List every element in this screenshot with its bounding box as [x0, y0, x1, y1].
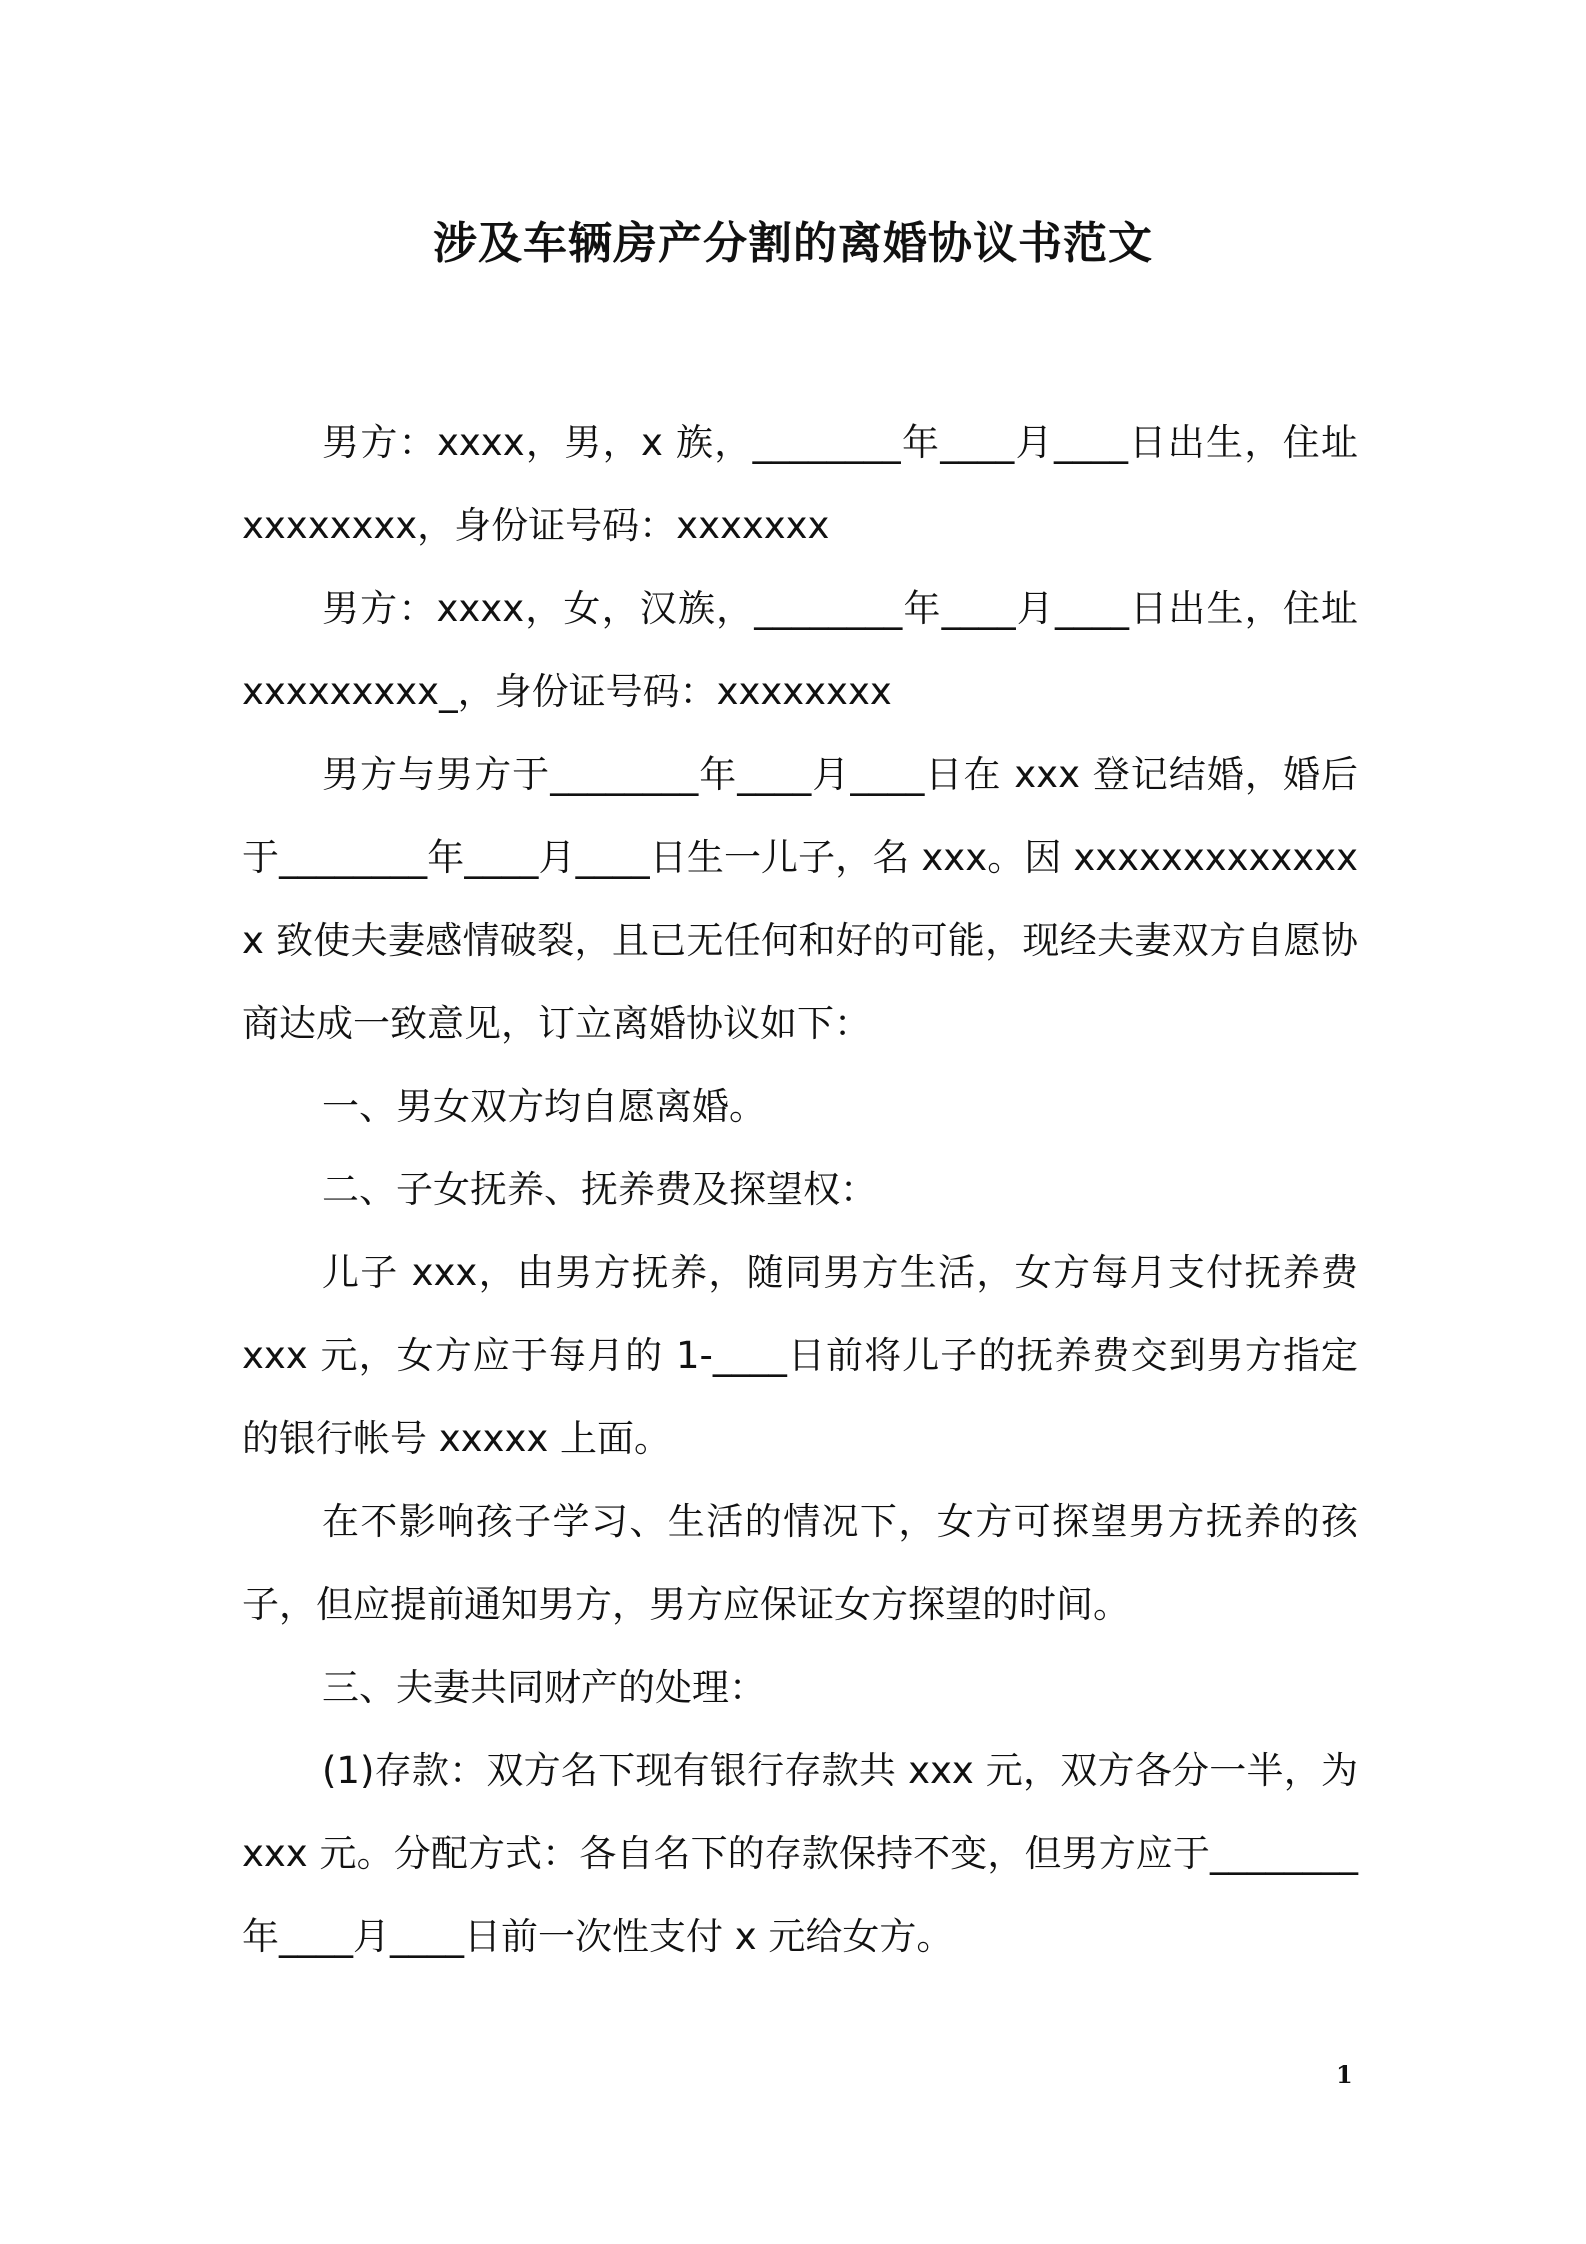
- document-body: [242, 401, 1358, 1978]
- paragraph-child-support: 儿子 xxx，由男方抚养，随同男方生活，女方每月支付抚养费 xxx 元，女方应于每月的 1-____日前将儿子的抚养费交到男方指定的银行帐号 xxxxx 上面。: [242, 1251, 1358, 1460]
- paragraph-visitation: 在不影响孩子学习、生活的情况下，女方可探望男方抚养的孩子，但应提前通知男方，男方应保证女方探望的时间。: [242, 1500, 1358, 1626]
- paragraph-marriage-background: 男方与男方于________年____月____日在 xxx 登记结婚，婚后于________年____月____日生一儿子，名 xxx。因 xxxxxxxxxxxxxx 致使夫妻感情破裂，且已无任何和好的可能，现经夫妻双方自愿协商达成一致意见，订立离婚协议如下：: [242, 753, 1358, 1045]
- page-number: 1: [1336, 2060, 1353, 2089]
- paragraph-clause-2-heading: 二、子女抚养、抚养费及探望权：: [322, 1168, 877, 1211]
- paragraph-husband-info: 男方：xxxx，男，x 族，________年____月____日出生，住址 xxxxxxxx，身份证号码：xxxxxxx: [242, 421, 1358, 547]
- paragraph-clause-3-heading: 三、夫妻共同财产的处理：: [322, 1666, 766, 1709]
- document-title: 涉及车辆房产分割的离婚协议书范文: [433, 218, 1153, 269]
- paragraph-wife-info: 男方：xxxx，女，汉族，________年____月____日出生，住址 xxxxxxxxx_，身份证号码：xxxxxxxx: [242, 587, 1358, 713]
- paragraph-clause-1: 一、男女双方均自愿离婚。: [322, 1085, 766, 1128]
- paragraph-savings: (1)存款：双方名下现有银行存款共 xxx 元，双方各分一半，为 xxx 元。分配方式：各自名下的存款保持不变，但男方应于________年____月____日前一次性支付 x 元给女方。: [242, 1749, 1358, 1958]
